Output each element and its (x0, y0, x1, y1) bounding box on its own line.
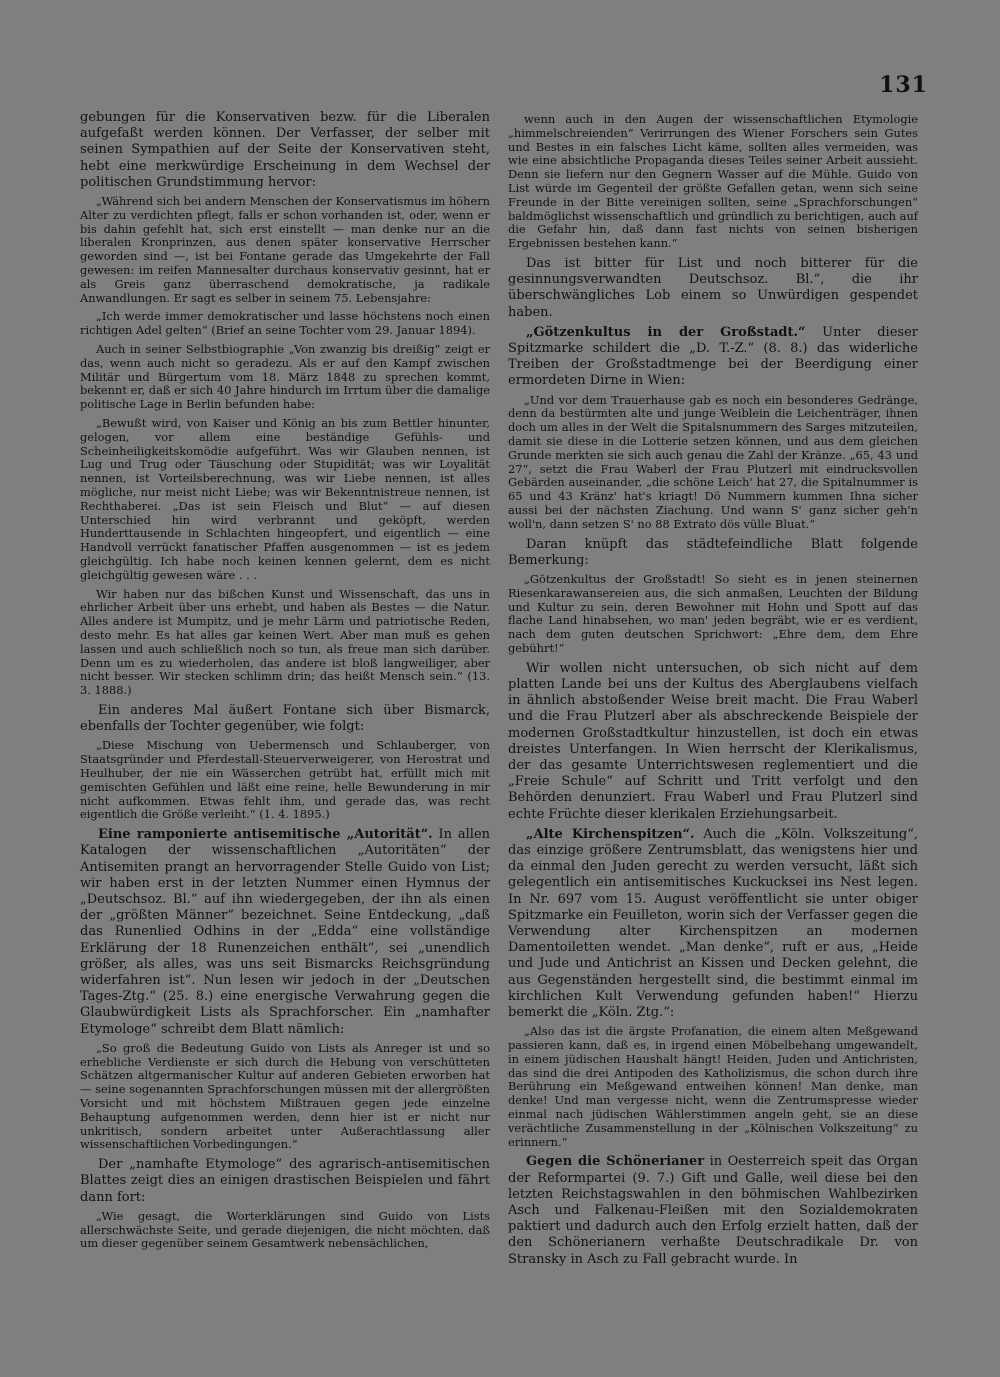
section-heading: „Alte Kirchenspitzen“. (526, 826, 695, 842)
quotation-paragraph: Auch in seiner Selbstbiographie „Von zwanzig bis dreißig“ zeigt er das, wenn auch nicht so geradezu. Als er auf den Kampf zwischen Militär und Bürgertum vom 18. März 1848 zu sprechen kommt, bekennt er, daß er sich 40 Jahre hindurch im Irrtum über die damalige politische Lage in Berlin befunden habe: (80, 341, 490, 412)
paragraph-text: Unter dieser Spitzmarke schildert die „D. T.-Z.“ (8. 8.) das widerliche Treiben der Großstadtmenge bei der Beerdigung einer ermordeten Dirne in Wien: (508, 324, 918, 389)
headed-paragraph (508, 827, 918, 1021)
section-heading: „Götzenkultus in der Großstadt.“ (526, 324, 806, 340)
headed-paragraph (508, 1154, 918, 1267)
section-heading: Eine ramponierte antisemitische „Autorität“. (98, 827, 433, 843)
body-paragraph: gebungen für die Konservativen bezw. für die Liberalen aufgefaßt werden können. Der Verfasser, der selber mit seinen Sympathien auf der Seite der Konservativen steht, hebt eine merkwürdige Erscheinung in dem Wechsel der politischen Grundstimmung hervor: (80, 110, 490, 190)
left-column (80, 110, 490, 1256)
quotation-paragraph: „Ich werde immer demokratischer und lasse höchstens noch einen richtigen Adel gelten“ (Brief an seine Tochter vom 29. Januar 1894). (80, 309, 490, 338)
quotation-paragraph: „Wie gesagt, die Worterklärungen sind Guido von Lists allerschwächste Seite, und gerade diejenigen, die nicht möchten, daß um dieser gegenüber seinem Gesamtwerk nebensächlichen, (80, 1208, 490, 1251)
page-number: 131 (879, 72, 928, 98)
headed-paragraph (508, 325, 918, 390)
quotation-paragraph: „So groß die Bedeutung Guido von Lists als Anreger ist und so erhebliche Verdienste er sich durch die Hebung von verschütteten Schätzen altgermanischer Kultur auf anderen Gebieten erworben hat — seine sogenannten Sprachforschungen müssen mit der allergrößten Vorsicht und mit höchstem Mißtrauen gegen jede einzelne Behauptung aufgenommen werden, denn hier ist er nicht nur unkritisch, sondern arbeitet unter Außerachtlassung aller wissenschaftlichen Vorbedingungen.“ (80, 1040, 490, 1152)
quotation-paragraph: „Bewußt wird, von Kaiser und König an bis zum Bettler hinunter, gelogen, vor allem eine beständige Gefühls- und Scheinheiligkeitskomödie aufgeführt. Was wir Glauben nennen, ist Lug und Trug oder Täuschung oder Stupidität; was wir Loyalität nennen, ist Vorteilsberechnung, was wir Liebe nennen, ist alles mögliche, nur meist nicht Liebe; was wir Bekenntnistreue nennen, ist Rechthaberei. „Das ist sein Fleisch und Blut“ — auf diesen Unterschied hin wird verbrannt und geköpft, werden Hunderttausende in Schlachten hingeopfert, und eigentlich — eine Handvoll verrückt fanatischer Pfaffen ausgenommen — ist es jedem gleichgültig. Ich habe noch keinen kennen gelernt, dem es nicht gleichgültig gewesen wäre . . . (80, 415, 490, 582)
quotation-paragraph: „Während sich bei andern Menschen der Konservatismus im höhern Alter zu verdichten pflegt, falls er schon vorhanden ist, oder, wenn er bis dahin gefehlt hat, sich erst einstellt — man denke nur an die liberalen Kronprinzen, aus denen später konservative Herrscher geworden sind —, ist bei Fontane gerade das Umgekehrte der Fall gewesen: im reifen Mannesalter durchaus konservativ gesinnt, hat er als Greis ganz überraschend demokratische, ja radikale Anwandlungen. Er sagt es selber in seinem 75. Lebensjahre: (80, 194, 490, 305)
headed-paragraph (80, 827, 490, 1038)
paragraph-text: in Oesterreich speit das Organ der Reformpartei (9. 7.) Gift und Galle, weil diese bei den letzten Reichstagswahlen in den böhmischen Wahlbezirken Asch und Falkenau-Fleißen mit den Sozialdemokraten paktiert und dadurch auch den Erfolg erzielt hatten, daß der den Schönerianern verhaßte Deutschradikale Dr. von Stransky in Asch zu Fall gebracht wurde. In (508, 1154, 918, 1267)
body-paragraph: Daran knüpft das städtefeindliche Blatt folgende Bemerkung: (508, 536, 918, 568)
quotation-paragraph: Wir haben nur das bißchen Kunst und Wissenschaft, das uns in ehrlicher Arbeit über uns erhebt, und haben als Bestes — die Natur. Alles andere ist Mumpitz, und je mehr Lärm und patriotische Reden, desto mehr. Es hat alles gar keinen Wert. Aber man muß es gehen lassen und auch schließlich noch so tun, als freue man sich darüber. Denn um es zu wiederholen, das andere ist bloß langweiliger, aber nicht besser. Wir stecken schlimm drin; das heißt Mensch sein.“ (13. 3. 1888.) (80, 586, 490, 698)
paragraph-text: In allen Katalogen der wissenschaftlichen „Autoritäten“ der Antisemiten prangt an hervorragender Stelle Guido von List; wir haben erst in der letzten Nummer einen Hymnus der „Deutschsoz. Bl.“ auf ihn wiedergegeben, der ihn als einen der „größten Männer“ bezeichnet. Seine Entdeckung, „daß das Runenlied Odhins in der „Edda“ eine vollständige Erklärung der 18 Runenzeichen enthält“, sei „unendlich größer, als alles, was uns seit Bismarcks Reichsgründung widerfahren ist“. Nun lesen wir jedoch in der „Deutschen Tages-Ztg.“ (25. 8.) eine energische Verwahrung gegen die Glaubwürdigkeit Lists als Sprachforscher. Ein „namhafter Etymologe“ schreibt dem Blatt nämlich: (80, 827, 491, 1037)
right-column (508, 110, 918, 1272)
body-paragraph: Ein anderes Mal äußert Fontane sich über Bismarck, ebenfalls der Tochter gegenüber, wie folgt: (80, 702, 490, 735)
quotation-paragraph: „Götzenkultus der Großstadt! So sieht es in jenen steinernen Riesenkarawansereien aus, die sich anmaßen, Leuchten der Bildung und Kultur zu sein, deren Bewohner mit Hohn und Spott auf das flache Land hinabsehen, wo man' jeden begräbt, wie er es verdient, nach dem guten deutschen Sprichwort: „Ehre dem, dem Ehre gebührt!“ (508, 571, 918, 655)
body-paragraph: Der „namhafte Etymologe“ des agrarisch-antisemitischen Blattes zeigt dies an einigen drastischen Beispielen und fährt dann fort: (80, 1157, 490, 1205)
quotation-paragraph: „Also das ist die ärgste Profanation, die einem alten Meßgewand passieren kann, daß es, in irgend einen Möbelbehang umgewandelt, in einem jüdischen Haushalt hängt! Heiden, Juden und Antichristen, das sind die drei Antipoden des Katholizismus, die schon durch ihre Berührung ein Meßgewand entweihen können! Man denke, man denke! Und man vergesse nicht, wenn die Zentrumspresse wieder einmal nach jüdischen Wählerstimmen angeln geht, sie an diese verächtliche Zusammenstellung in der „Kölnischen Volkszeitung“ zu erinnern.“ (508, 1024, 918, 1149)
quotation-paragraph: „Diese Mischung von Uebermensch und Schlauberger, von Staatsgründer und Pferdestall-Steuerverweigerer, von Herostrat und Heulhuber, der nie ein Wässerchen getrübt hat, erfüllt mich mit gemischten Gefühlen und läßt eine reine, helle Bewunderung in mir nicht aufkommen. Etwas fehlt ihm, und gerade das, was recht eigentlich die Größe verleiht.“ (1. 4. 1895.) (80, 738, 490, 822)
body-paragraph: Das ist bitter für List und noch bitterer für die gesinnungsverwandten Deutschsoz. Bl.“, die ihr überschwängliches Lob einem so Unwürdigen gespendet haben. (508, 255, 918, 320)
quotation-paragraph: „Und vor dem Trauerhause gab es noch ein besonderes Gedränge, denn da bestürmten alte und junge Weiblein die Leichenträger, ihnen doch um alles in der Welt die Spitalsnummern des Sarges mitzuteilen, damit sie diese in die Lotterie setzen können, und aus dem gleichen Grunde merkten sie sich auch genau die Zahl der Kränze. „65, 43 und 27“, setzt die Frau Waberl der Frau Plutzerl mit eindrucksvollen Gebärden auseinander, „die schöne Leich' hat 27, die Spitalnummer is 65 und 43 Kränz' hat's kriagt! Dö Nummern kummen Ihna sicher aussi bei der nächsten Ziachung. Und wann S' ganz sicher geh'n woll'n, dann setzen S' no 88 Extrato dös vülle Bluat.“ (508, 392, 918, 531)
body-paragraph: Wir wollen nicht untersuchen, ob sich nicht auf dem platten Lande bei uns der Kultus des Aberglaubens vielfach in ähnlich abstoßender Weise breit macht. Die Frau Waberl und die Frau Plutzerl aber als abschreckende Beispiele der modernen Großstadtkultur hinzustellen, ist doch ein etwas dreistes Unterfangen. In Wien herrscht der Klerikalismus, der das gesamte Unterrichtswesen reglementiert und die „Freie Schule“ auf Schritt und Tritt verfolgt und den Behörden denunziert. Frau Waberl und Frau Plutzerl sind echte Früchte dieser klerikalen Erziehungsarbeit. (508, 660, 918, 822)
section-heading: Gegen die Schönerianer (526, 1154, 705, 1170)
paragraph-text: Auch die „Köln. Volkszeitung“, das einzige größere Zentrumsblatt, das wenigstens hier und da einmal den Juden gerecht zu werden versucht, läßt sich gelegentlich ein antisemitisches Kuckucksei ins Nest legen. In Nr. 697 vom 15. August veröffentlicht sie unter obiger Spitzmarke ein Feuilleton, worin sich der Verfasser gegen die Verwendung alter Kirchenspitzen an modernen Damentoiletten wendet. „Man denke“, ruft er aus, „Heide und Jude und Antichrist an Kissen und Decken gelehnt, die aus Gegenständen hergestellt sind, die bestimmt einmal im kirchlichen Kult Verwendung gefunden haben!“ Hierzu bemerkt die „Köln. Ztg.“: (508, 826, 918, 1021)
quotation-paragraph: wenn auch in den Augen der wissenschaftlichen Etymologie „himmelschreienden“ Verirrungen des Wiener Forschers sein Gutes und Bestes in ein falsches Licht käme, sollten alles vermeiden, was wie eine absichtliche Propaganda dieses Teiles seiner Arbeit aussieht. Denn sie liefern nur den Gegnern Wasser auf die Mühle. Guido von List würde im Gegenteil der größte Gefallen getan, wenn sich seine Freunde in der Bitte vereinigen sollten, seine „Sprachforschungen“ baldmöglichst wissenschaftlich und gründlich zu berichtigen, auch auf die Gefahr hin, daß dann fast nichts von seinen bisherigen Ergebnissen bestehen kann.“ (508, 112, 918, 251)
